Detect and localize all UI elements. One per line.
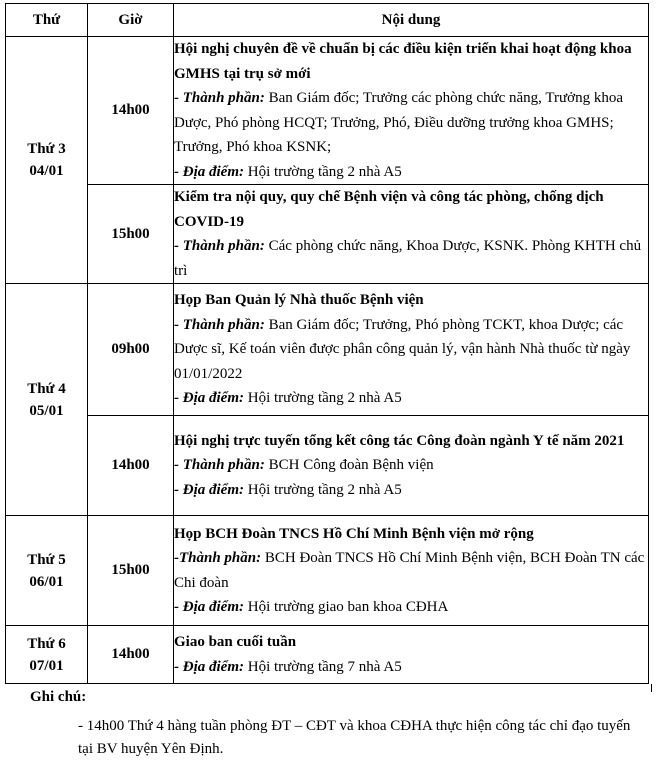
day-name: Thứ 5	[27, 551, 66, 568]
notes-section	[30, 686, 642, 761]
content-cell	[174, 516, 649, 626]
detail-text: Hội trường tầng 2 nhà A5	[243, 390, 402, 407]
detail-label: - Thành phần:	[174, 238, 265, 254]
day-name: Thứ 6	[27, 635, 66, 652]
content-cell	[174, 185, 649, 284]
detail-text: BCH Công đoàn Bệnh viện	[264, 457, 434, 474]
time-cell: 14h00	[88, 37, 174, 185]
event-title: Giao ban cuối tuần	[174, 634, 297, 650]
event-detail-line	[174, 160, 648, 185]
header-time: Giờ	[88, 4, 174, 37]
table-row	[6, 284, 649, 416]
detail-text: Hội trường tầng 2 nhà A5	[243, 163, 402, 180]
content-cell	[174, 37, 649, 185]
time-cell: 15h00	[88, 185, 174, 284]
detail-text: Ban Giám đốc; Trưởng, Phó phòng TCKT, khoa Dược; các Dược sĩ, Kế toán viên được phân công quản lý, vận hành Nhà thuốc từ ngày 01/01/2022	[174, 316, 631, 382]
day-cell	[6, 516, 88, 626]
event-detail-line	[174, 86, 648, 160]
day-date: 06/01	[29, 573, 64, 590]
content-cell	[174, 284, 649, 416]
detail-label: - Thành phần:	[174, 457, 265, 474]
event-detail-line	[174, 655, 648, 680]
event-detail-line	[174, 386, 648, 411]
day-cell	[6, 626, 88, 684]
time-cell: 14h00	[88, 416, 174, 516]
table-row	[6, 416, 649, 516]
day-cell	[6, 284, 88, 516]
table-row	[6, 516, 649, 626]
table-row	[6, 626, 649, 684]
day-name: Thứ 3	[27, 141, 66, 157]
detail-text: Ban Giám đốc; Trưởng các phòng chức năng, Trưởng khoa Dược, Phó phòng HCQT; Trưởng, Phó, Điều dưỡng trưởng khoa GMHS; Trưởng, Phó khoa KSNK;	[174, 90, 624, 155]
detail-text: Hội trường tầng 7 nhà A5	[243, 658, 402, 675]
detail-label: - Thành phần:	[174, 90, 265, 106]
header-content: Nội dung	[174, 4, 649, 37]
event-title: Họp BCH Đoàn TNCS Hồ Chí Minh Bệnh viện mở rộng	[174, 525, 534, 542]
event-title: Họp Ban Quản lý Nhà thuốc Bệnh viện	[174, 292, 424, 309]
event-detail-line	[174, 234, 648, 283]
content-cell	[174, 626, 649, 684]
event-detail-line	[174, 313, 648, 387]
detail-label: - Thành phần:	[174, 316, 265, 333]
detail-text: Hội trường giao ban khoa CĐHA	[243, 599, 449, 615]
day-date: 04/01	[29, 163, 64, 179]
table-row	[6, 185, 649, 284]
day-name: Thứ 4	[27, 380, 66, 397]
detail-label: - Địa điểm:	[174, 163, 244, 180]
header-day: Thứ	[6, 4, 88, 37]
event-title: Kiểm tra nội quy, quy chế Bệnh viện và công tác phòng, chống dịch COVID-19	[174, 189, 604, 230]
corner-mark	[651, 684, 652, 692]
notes-title: Ghi chú:	[30, 689, 87, 705]
table-row	[6, 37, 649, 185]
day-cell	[6, 37, 88, 284]
event-detail-line	[174, 595, 648, 620]
event-title: Hội nghị chuyên đề về chuẩn bị các điều kiện triển khai hoạt động khoa GMHS tại trụ sở mới	[174, 41, 632, 82]
time-cell: 14h00	[88, 626, 174, 684]
event-title: Hội nghị trực tuyến tổng kết công tác Công đoàn ngành Y tế năm 2021	[174, 432, 625, 449]
time-cell: 09h00	[88, 284, 174, 416]
schedule-body	[6, 37, 649, 684]
detail-label: - Địa điểm:	[174, 390, 244, 407]
event-detail-line	[174, 453, 648, 478]
day-date: 05/01	[29, 402, 64, 419]
detail-label: - Địa điểm:	[174, 599, 244, 615]
detail-text: Các phòng chức năng, Khoa Dược, KSNK. Phòng KHTH chủ trì	[174, 238, 642, 279]
detail-label: - Địa điểm:	[174, 481, 244, 498]
content-cell	[174, 416, 649, 516]
event-detail-line	[174, 478, 648, 503]
notes-item: - 14h00 Thứ 4 hàng tuần phòng ĐT – CĐT và khoa CĐHA thực hiện công tác chỉ đạo tuyến tại BV huyện Yên Định.	[78, 718, 631, 757]
detail-label: -Thành phần:	[174, 550, 262, 566]
time-cell: 15h00	[88, 516, 174, 626]
event-detail-line	[174, 546, 648, 595]
table-header-row	[6, 4, 649, 37]
detail-label: - Địa điểm:	[174, 658, 244, 675]
detail-text: BCH Đoàn TNCS Hồ Chí Minh Bệnh viện, BCH Đoàn TN các Chi đoàn	[174, 550, 645, 591]
detail-text: Hội trường tầng 2 nhà A5	[243, 481, 402, 498]
weekly-schedule-table	[5, 3, 649, 684]
day-date: 07/01	[29, 657, 64, 674]
